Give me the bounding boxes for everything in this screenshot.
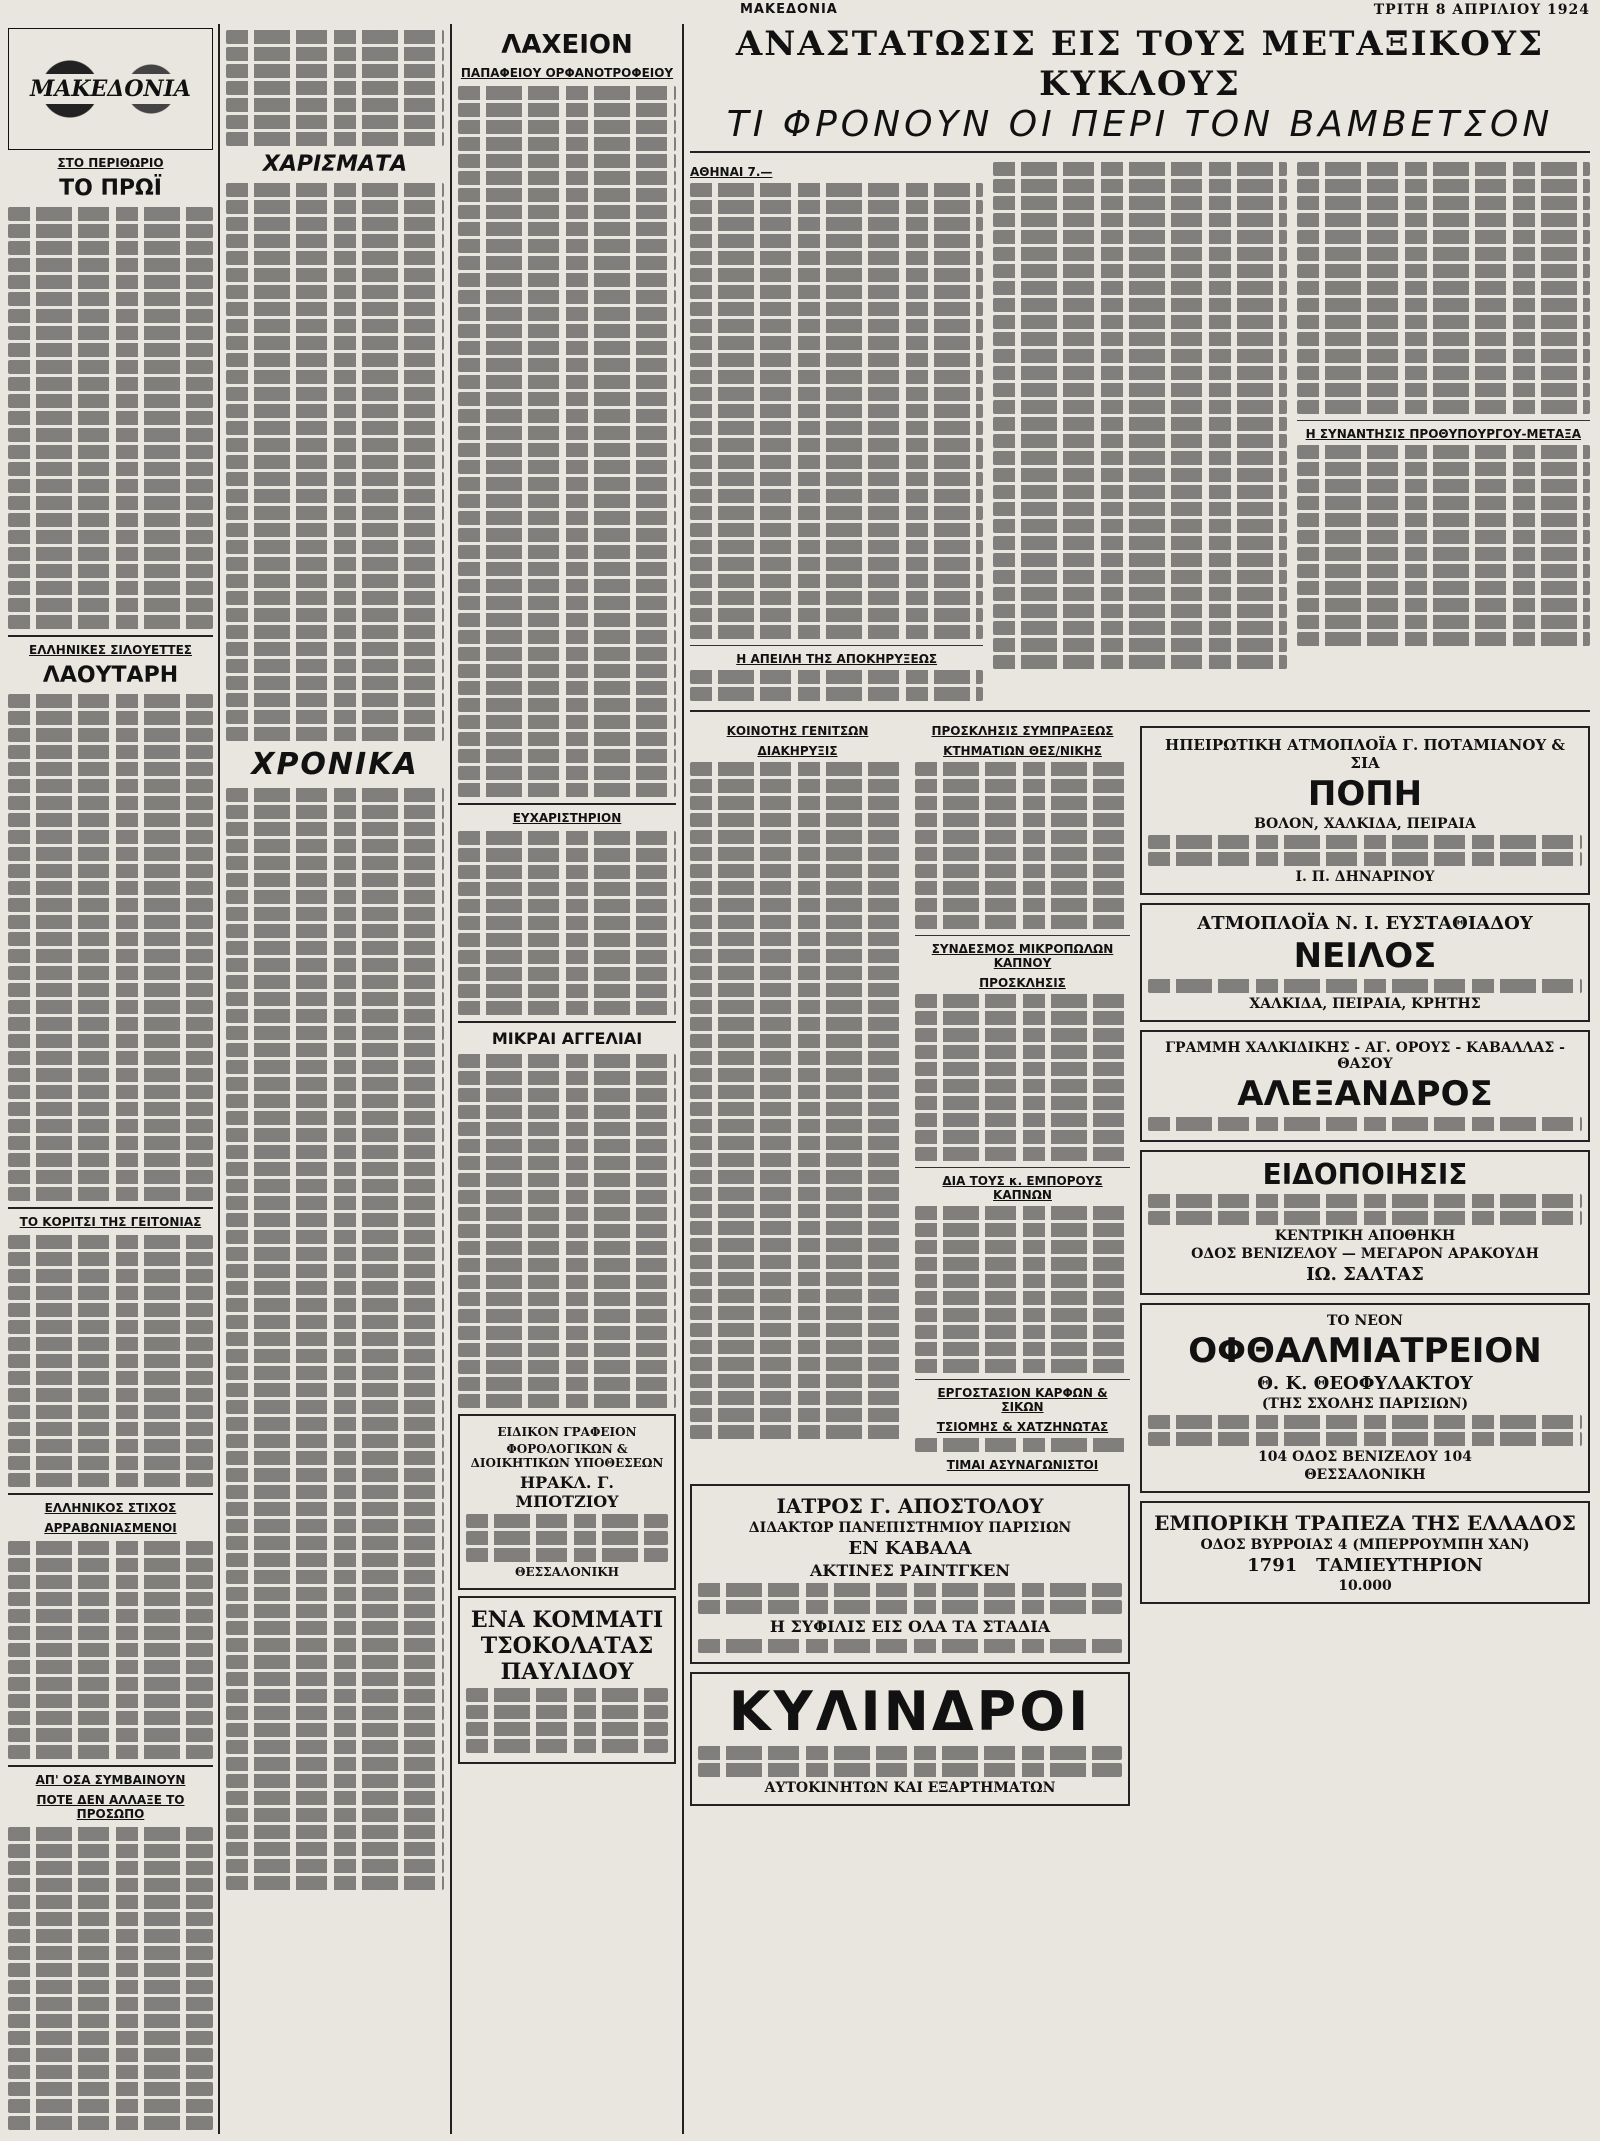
thanks-title: ΕΥΧΑΡΙΣΤΗΡΙΟΝ — [512, 811, 622, 825]
masthead: ΜΑΚΕΔΟΝΙΑ — [740, 2, 838, 17]
article-title-koritsi: ΤΟ ΚΟΡΙΤΣΙ ΤΗΣ ΓΕΙΤΟΝΙΑΣ — [19, 1215, 202, 1229]
ads-area — [1140, 718, 1590, 1814]
column-3 — [458, 24, 676, 2134]
ophthalmology-ad: ΤΟ ΝΕΟΝ ΟΦΘΑΛΜΙΑΤΡΕΙΟΝ Θ. Κ. ΘΕΟΦΥΛΑΚΤΟΥ (ΤΗΣ ΣΧΟΛΗΣ ΠΑΡΙΣΙΩΝ) 104 ΟΔΟΣ ΒΕΝΙΖΕΛΟΥ 104 ΘΕΣΣΑΛΟΝΙΚΗ — [1140, 1303, 1590, 1493]
shipping-ad-efstathiadou: ΑΤΜΟΠΛΟΪΑ Ν. Ι. ΕΥΣΤΑΘΙΑΔΟΥ ΝΕΙΛΟΣ ΧΑΛΚΙΔΑ, ΠΕΙΡΑΙΑ, ΚΡΗΤΗΣ — [1140, 903, 1590, 1022]
cylinders-ad: ΚΥΛΙΝΔΡΟΙ ΑΥΤΟΚΙΝΗΤΩΝ ΚΑΙ ΕΞΑΡΤΗΜΑΤΩΝ — [690, 1672, 1130, 1806]
article-body — [8, 1235, 213, 1487]
article-body — [8, 207, 213, 629]
lottery-title: ΛΑΧΕΙΟΝ — [501, 30, 633, 60]
thanks-body — [458, 831, 676, 1015]
notice-ad: ΕΙΔΟΠΟΙΗΣΙΣ ΚΕΝΤΡΙΚΗ ΑΠΟΘΗΚΗ ΟΔΟΣ ΒΕΝΙΖΕΛΟΥ — ΜΕΓΑΡΟΝ ΑΡΑΚΟΥΔΗ ΙΩ. ΣΑΛΤΑΣ — [1140, 1150, 1590, 1295]
section-title-chronika: ΧΡΟΝΙΚΑ — [251, 747, 419, 782]
classifieds-title: ΜΙΚΡΑΙ ΑΓΓΕΛΙΑΙ — [491, 1029, 643, 1048]
issue-date: ΤΡΙΤΗ 8 ΑΠΡΙΛΙΟΥ 1924 — [1373, 2, 1590, 18]
notices-area — [690, 718, 1130, 1814]
main-col-1: ΑΘΗΝΑΙ 7.— Η ΑΠΕΙΛΗ ΤΗΣ ΑΠΟΚΗΡΥΞΕΩΣ — [690, 159, 983, 704]
lottery-subtitle: ΠΑΠΑΦΕΙΟΥ ΟΡΦΑΝΟΤΡΟΦΕΙΟΥ — [460, 66, 674, 80]
section-title: ΣΤΟ ΠΕΡΙΘΩΡΙΟ — [57, 156, 164, 170]
main-article-columns — [690, 159, 1590, 704]
top-bar — [0, 0, 1600, 22]
shipping-ad-potamianou: ΗΠΕΙΡΩΤΙΚΗ ΑΤΜΟΠΛΟΪΑ Γ. ΠΟΤΑΜΙΑΝΟΥ & ΣΙΑ ΠΟΠΗ ΒΟΛΟΝ, ΧΑΛΚΙΔΑ, ΠΕΙΡΑΙΑ Ι. Π. ΔΗΝΑΡΙΝΟΥ — [1140, 726, 1590, 895]
tax-office-ad: ΕΙΔΙΚΟΝ ΓΡΑΦΕΙΟΝ ΦΟΡΟΛΟΓΙΚΩΝ & ΔΙΟΙΚΗΤΙΚΩΝ ΥΠΟΘΕΣΕΩΝ ΗΡΑΚΛ. Γ. ΜΠΟΤΖΙΟΥ ΘΕΣΣΑΛΟΝΙΚΗ — [458, 1414, 676, 1590]
notices-right: ΠΡΟΣΚΛΗΣΙΣ ΣΥΜΠΡΑΞΕΩΣ ΚΤΗΜΑΤΙΩΝ ΘΕΣ/ΝΙΚΗΣ ΣΥΝΔΕΣΜΟΣ ΜΙΚΡΟΠΩΛΩΝ ΚΑΠΝΟΥ ΠΡΟΣΚΛΗΣΙΣ ΔΙΑ ΤΟΥΣ κ. ΕΜΠΟΡΟΥΣ ΚΑΠΝΩΝ ΕΡΓΟΣΤΑΣΙΟΝ ΚΑΡΦΩΝ & ΣΙΚΩΝ ΤΣΙΟΜΗΣ & ΧΑΤΖΗΝΩΤΑΣ ΤΙΜΑΙ ΑΣΥΝΑΓΩΝΙΣΤΟΙ — [915, 718, 1130, 1476]
article-title-charismata: ΧΑΡΙΣΜΑΤΑ — [262, 152, 408, 177]
doctor-ad: ΙΑΤΡΟΣ Γ. ΑΠΟΣΤΟΛΟΥ ΔΙΔΑΚΤΩΡ ΠΑΝΕΠΙΣΤΗΜΙΟΥ ΠΑΡΙΣΙΩΝ ΕΝ ΚΑΒΑΛΑ ΑΚΤΙΝΕΣ ΡΑΙΝΤΓΚΕΝ Η ΣΥΦΙΛΙΣ ΕΙΣ ΟΛΑ ΤΑ ΣΤΑΔΙΑ — [690, 1484, 1130, 1664]
chocolate-ad: ΕΝΑ ΚΟΜΜΑΤΙ ΤΣΟΚΟΛΑΤΑΣ ΠΑΥΛΙΔΟΥ — [458, 1596, 676, 1764]
article-title-proi: ΤΟ ΠΡΩΪ — [59, 176, 162, 201]
notice-genitsa: ΚΟΙΝΟΤΗΣ ΓΕΝΙΤΣΩΝ ΔΙΑΚΗΡΥΞΙΣ — [690, 718, 905, 1476]
article-body — [226, 788, 444, 1890]
shipping-ad-chalkidiki: ΓΡΑΜΜΗ ΧΑΛΚΙΔΙΚΗΣ - ΑΓ. ΟΡΟΥΣ - ΚΑΒΑΛΛΑΣ - ΘΑΣΟΥ ΑΛΕΞΑΝΔΡΟΣ — [1140, 1030, 1590, 1142]
column-2 — [226, 24, 444, 2134]
column-logo: ΜΑΚΕΔΟΝΙΑ — [8, 28, 213, 150]
bank-ad: ΕΜΠΟΡΙΚΗ ΤΡΑΠΕΖΑ ΤΗΣ ΕΛΛΑΔΟΣ ΟΔΟΣ ΒΥΡΡΟΙΑΣ 4 (ΜΠΕΡΡΟΥΜΠΗ ΧΑΝ) 1791 ΤΑΜΙΕΥΤΗΡΙΟΝ 10.000 — [1140, 1501, 1590, 1604]
poem-title: ΑΡΡΑΒΩΝΙΑΣΜΕΝΟΙ — [44, 1521, 177, 1535]
classifieds-body — [458, 1054, 676, 1408]
main-col-2 — [993, 159, 1286, 704]
section-events: ΑΠ' ΟΣΑ ΣΥΜΒΑΙΝΟΥΝ — [35, 1773, 186, 1787]
article-body — [8, 1827, 213, 2130]
lottery-list — [458, 86, 676, 797]
main-col-3: Η ΣΥΝΑΝΤΗΣΙΣ ΠΡΟΘΥΠΟΥΡΓΟΥ-ΜΕΤΑΞΑ — [1297, 159, 1590, 704]
poem-body — [8, 1541, 213, 1759]
article-title-prosopo: ΠΟΤΕ ΔΕΝ ΑΛΛΑΞΕ ΤΟ ΠΡΟΣΩΠΟ — [36, 1793, 185, 1821]
article-body — [8, 694, 213, 1201]
main-news — [690, 24, 1590, 2134]
lower-section — [690, 718, 1590, 1814]
article-kicker: ΕΛΛΗΝΙΚΕΣ ΣΙΛΟΥΕΤΤΕΣ — [29, 643, 192, 657]
article-body — [226, 183, 444, 741]
column-1 — [8, 24, 213, 2134]
section-verse: ΕΛΛΗΝΙΚΟΣ ΣΤΙΧΟΣ — [44, 1501, 177, 1515]
article-title-laoutari: ΛΑΟΥΤΑΡΗ — [42, 663, 179, 688]
main-headline: ΑΝΑΣΤΑΤΩΣΙΣ ΕΙΣ ΤΟΥΣ ΜΕΤΑΞΙΚΟΥΣ ΚΥΚΛΟΥΣ ΤΙ ΦΡΟΝΟΥΝ ΟΙ ΠΕΡΙ ΤΟΝ ΒΑΜΒΕΤΣΟΝ — [726, 24, 1554, 145]
article-body — [226, 30, 444, 146]
